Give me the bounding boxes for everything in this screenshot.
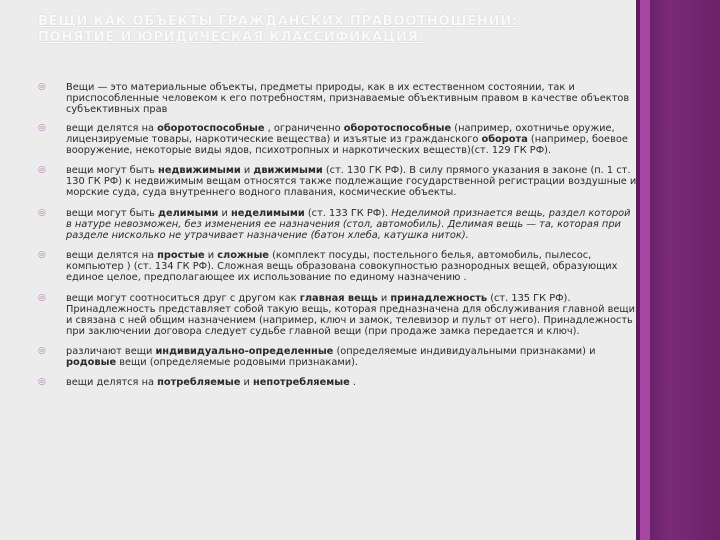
list-item: [38, 82, 638, 115]
item-text: и: [204, 250, 218, 261]
item-text: главная вещь: [299, 293, 378, 304]
item-text: (ст. 135 ГК РФ). Принадлежность представляет собой такую вещь, которая предназначена для обслуживания главной вещи и связана с ней общим назначением (например, ключ и замок, телевизор и пульт от него). Принадлежность при заключении договора следует судьбе главной вещи (при продаже замка передается и ключ).: [66, 293, 636, 337]
list-item: [38, 377, 638, 388]
item-text: делимыми: [158, 208, 219, 219]
item-text: различают вещи: [66, 346, 156, 357]
target-bullet-icon: ◎: [38, 293, 46, 303]
item-text: потребляемые: [157, 377, 241, 388]
item-text: недвижимыми: [158, 165, 241, 176]
item-text: (ст. 130 ГК РФ). В силу прямого указания в законе (п. 1 ст. 130 ГК РФ) к недвижимым вещам относятся также подлежащие государственной регистрации воздушные и морские суда, суда внутреннего водного плавания, космические объекты.: [66, 165, 637, 198]
list-item: [38, 208, 638, 241]
item-text: (определяемые индивидуальными признаками) и: [333, 346, 596, 357]
list-item: [38, 165, 638, 198]
item-text: движимыми: [253, 165, 323, 176]
item-text: — это материальные объекты, предметы природы, как в их естественном состоянии, так и приспособленные человеком к его потребностям, признаваемые объективным правом в качестве объектов субъективных прав: [66, 82, 630, 115]
slide-title: ВЕЩИ КАК ОБЪЕКТЫ ГРАЖДАНСКИХ ПРАВООТНОШЕНИЙ: ПОНЯТИЕ И ЮРИДИЧЕСКАЯ КЛАССИФИКАЦИЯ.: [38, 14, 518, 45]
list-item: [38, 123, 638, 156]
item-text: оборота: [481, 134, 528, 145]
accent-stripe: [640, 0, 650, 540]
item-text: и: [240, 377, 254, 388]
item-text: вещи могут быть: [66, 208, 159, 219]
item-text: простые: [157, 250, 205, 261]
list-item: [38, 250, 638, 283]
item-text: принадлежность: [390, 293, 488, 304]
item-text: и: [240, 165, 254, 176]
target-bullet-icon: ◎: [38, 377, 46, 387]
item-text: оборотоспособные: [343, 123, 452, 134]
item-text: Вещи: [66, 82, 95, 93]
item-text: неделимыми: [231, 208, 305, 219]
target-bullet-icon: ◎: [38, 208, 46, 218]
item-text: сложные: [217, 250, 269, 261]
item-text: , ограниченно: [264, 123, 344, 134]
item-text: вещи могут быть: [66, 165, 159, 176]
item-text: и: [218, 208, 231, 219]
item-text: Неделимой признается вещь, раздел которой в натуре невозможен, без изменения ее назначения (стол, автомобиль). Делимая вещь — та, которая при разделе нисколько не утрачивает назначение (батон хлеба, катушка ниток).: [66, 208, 631, 241]
bullet-list: [38, 82, 638, 388]
item-text: непотребляемые: [253, 377, 350, 388]
item-text: (например, боевое вооружение, некоторые виды ядов, психотропных и наркотических веществ)(ст. 129 ГК РФ).: [66, 134, 628, 156]
item-text: и: [377, 293, 391, 304]
item-text: родовые: [66, 357, 117, 368]
list-item: [38, 293, 638, 337]
item-text: оборотоспособные: [157, 123, 265, 134]
item-text: (комплект посуды, постельного белья, автомобиль, пылесос, компьютер ) (ст. 134 ГК РФ). Сложная вещь образована совокупностью разнородных вещей, образующих единое целое, предполагающее их использование по единому назначению .: [66, 250, 618, 283]
target-bullet-icon: ◎: [38, 82, 46, 92]
item-text: индивидуально-определенные: [155, 346, 334, 357]
item-text: (ст. 133 ГК РФ).: [304, 208, 392, 219]
item-text: вещи делятся на: [66, 250, 158, 261]
item-text: вещи делятся на: [66, 377, 158, 388]
target-bullet-icon: ◎: [38, 165, 46, 175]
target-bullet-icon: ◎: [38, 250, 46, 260]
list-item: [38, 346, 638, 368]
item-text: (например, охотничье оружие, лицензируемые товары, наркотические вещества) и изъятые из гражданского: [66, 123, 615, 145]
item-text: .: [349, 377, 356, 388]
target-bullet-icon: ◎: [38, 346, 46, 356]
item-text: вещи (определяемые родовыми признаками).: [116, 357, 359, 368]
target-bullet-icon: ◎: [38, 123, 46, 133]
item-text: вещи делятся на: [66, 123, 158, 134]
item-text: вещи могут соотноситься друг с другом как: [66, 293, 300, 304]
